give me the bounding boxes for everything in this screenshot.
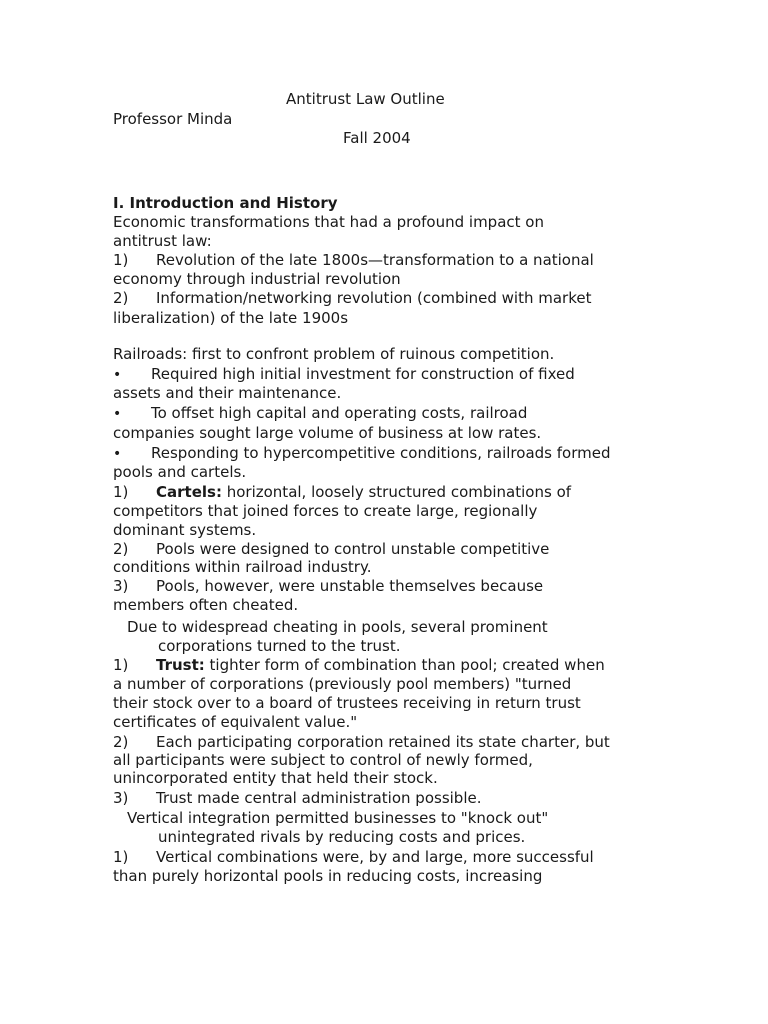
paragraph-line: Economic transformations that had a profound impact on	[113, 213, 544, 231]
list-item	[113, 656, 605, 675]
paragraph-line: all participants were subject to control of newly formed,	[113, 751, 533, 769]
paragraph-line: assets and their maintenance.	[113, 384, 342, 402]
list-item	[113, 289, 591, 308]
list-text: horizontal, loosely structured combinations of	[226, 483, 572, 501]
paragraph-line: certificates of equivalent value."	[113, 713, 358, 731]
paragraph-line: Vertical integration permitted businesses to "knock out"	[127, 809, 549, 827]
paragraph-line: economy through industrial revolution	[113, 270, 401, 288]
paragraph-line: dominant systems.	[113, 521, 257, 539]
paragraph-line: a number of corporations (previously pool members) "turned	[113, 675, 572, 693]
paragraph-line: Railroads: first to confront problem of ruinous competition.	[113, 345, 555, 363]
paragraph-line: conditions within railroad industry.	[113, 558, 372, 576]
bullet-text: Responding to hypercompetitive conditions, railroads formed	[151, 444, 611, 462]
list-number: 2)	[113, 540, 129, 558]
paragraph-line: than purely horizontal pools in reducing costs, increasing	[113, 867, 543, 885]
list-text: Each participating corporation retained its state charter, but	[156, 733, 610, 751]
bullet-icon: •	[113, 446, 122, 462]
paragraph-line: their stock over to a board of trustees receiving in return trust	[113, 694, 581, 712]
paragraph-line: pools and cartels.	[113, 463, 247, 481]
list-number: 2)	[113, 289, 129, 307]
list-text: Trust made central administration possible.	[156, 789, 482, 807]
list-item	[113, 848, 594, 867]
term-label: Trust:	[156, 656, 205, 674]
bullet-item	[113, 365, 575, 385]
term-label: Cartels:	[156, 483, 222, 501]
paragraph-line: unincorporated entity that held their stock.	[113, 769, 438, 787]
list-text: Pools were designed to control unstable competitive	[156, 540, 550, 558]
paragraph-line: Due to widespread cheating in pools, several prominent	[127, 618, 548, 636]
list-item	[113, 251, 594, 270]
paragraph-line: competitors that joined forces to create large, regionally	[113, 502, 538, 520]
bullet-icon: •	[113, 367, 122, 383]
professor-name: Professor Minda	[113, 110, 233, 128]
list-item	[113, 577, 543, 596]
paragraph-line: corporations turned to the trust.	[158, 637, 401, 655]
list-number: 3)	[113, 577, 129, 595]
section-heading: I. Introduction and History	[113, 194, 338, 212]
list-item	[113, 733, 610, 752]
list-text: Pools, however, were unstable themselves because	[156, 577, 544, 595]
paragraph-line: companies sought large volume of business at low rates.	[113, 424, 542, 442]
list-number: 1)	[113, 656, 129, 674]
paragraph-line: unintegrated rivals by reducing costs and prices.	[158, 828, 526, 846]
list-number: 2)	[113, 733, 129, 751]
list-text: Information/networking revolution (combined with market	[156, 289, 592, 307]
document-title: Antitrust Law Outline	[286, 90, 445, 108]
term-label: Fall 2004	[343, 129, 411, 147]
list-text: Revolution of the late 1800s—transformation to a national	[156, 251, 594, 269]
list-number: 1)	[113, 848, 129, 866]
list-item	[113, 540, 549, 559]
list-number: 3)	[113, 789, 129, 807]
list-item	[113, 483, 571, 502]
bullet-item	[113, 444, 610, 464]
paragraph-line: antitrust law:	[113, 232, 212, 250]
list-text: tighter form of combination than pool; created when	[209, 656, 605, 674]
bullet-text: Required high initial investment for construction of fixed	[151, 365, 575, 383]
bullet-item	[113, 404, 527, 424]
paragraph-line: liberalization) of the late 1900s	[113, 309, 349, 327]
list-number: 1)	[113, 251, 129, 269]
bullet-icon: •	[113, 406, 122, 422]
paragraph-line: members often cheated.	[113, 596, 299, 614]
list-item	[113, 789, 481, 808]
list-text: Vertical combinations were, by and large, more successful	[156, 848, 594, 866]
bullet-text: To offset high capital and operating costs, railroad	[151, 404, 528, 422]
list-number: 1)	[113, 483, 129, 501]
